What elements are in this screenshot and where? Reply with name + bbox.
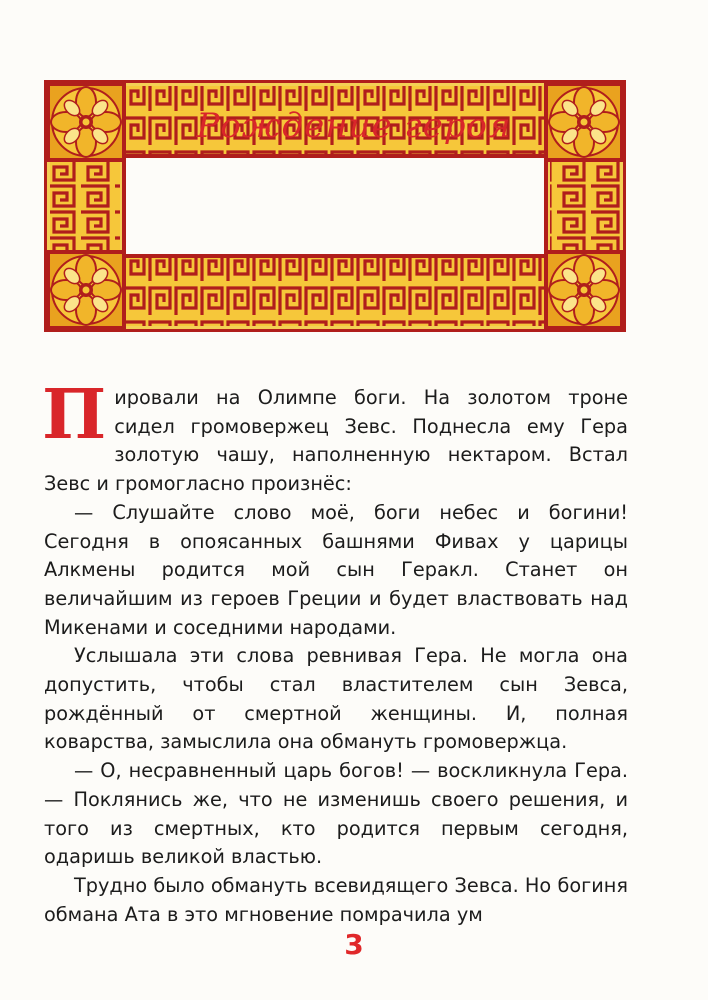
story-text: [42, 375, 628, 929]
page-number: 3: [344, 928, 364, 961]
chapter-title: Рождение героя: [196, 106, 512, 146]
paragraph-2: — Слушайте слово моё, боги небес и богини! Сегодня в опоясанных башнями Фивах у царицы Алкмены родится мой сын Геракл. Станет он величайшим из героев Греции и будет властвовать над Микенами и соседними народами.: [44, 500, 628, 639]
paragraph-4: — О, несравненный царь богов! — воскликнула Гера. — Поклянись же, что не изменишь своего решения, и того из смертных, кто родится первым сегодня, одаришь великой властью.: [44, 759, 628, 869]
paragraph-1: Пировали на Олимпе боги. На золотом троне сидел громовержец Зевс. Поднесла ему Гера золотую чашу, наполненную нектаром. Встал Зевс и громогласно произнёс:: [42, 375, 628, 496]
paragraph-3: Услышала эти слова ревнивая Гера. Не могла она допустить, чтобы стал властителем сын Зевса, рождённый от смертной женщины. И, полная коварства, замыслила она обмануть громовержца.: [44, 644, 628, 754]
dropcap-letter: П: [42, 375, 107, 455]
paragraph-5: Трудно было обмануть всевидящего Зевса. Но богиня обмана Ата в это мгновение помрачила ум: [44, 873, 628, 926]
